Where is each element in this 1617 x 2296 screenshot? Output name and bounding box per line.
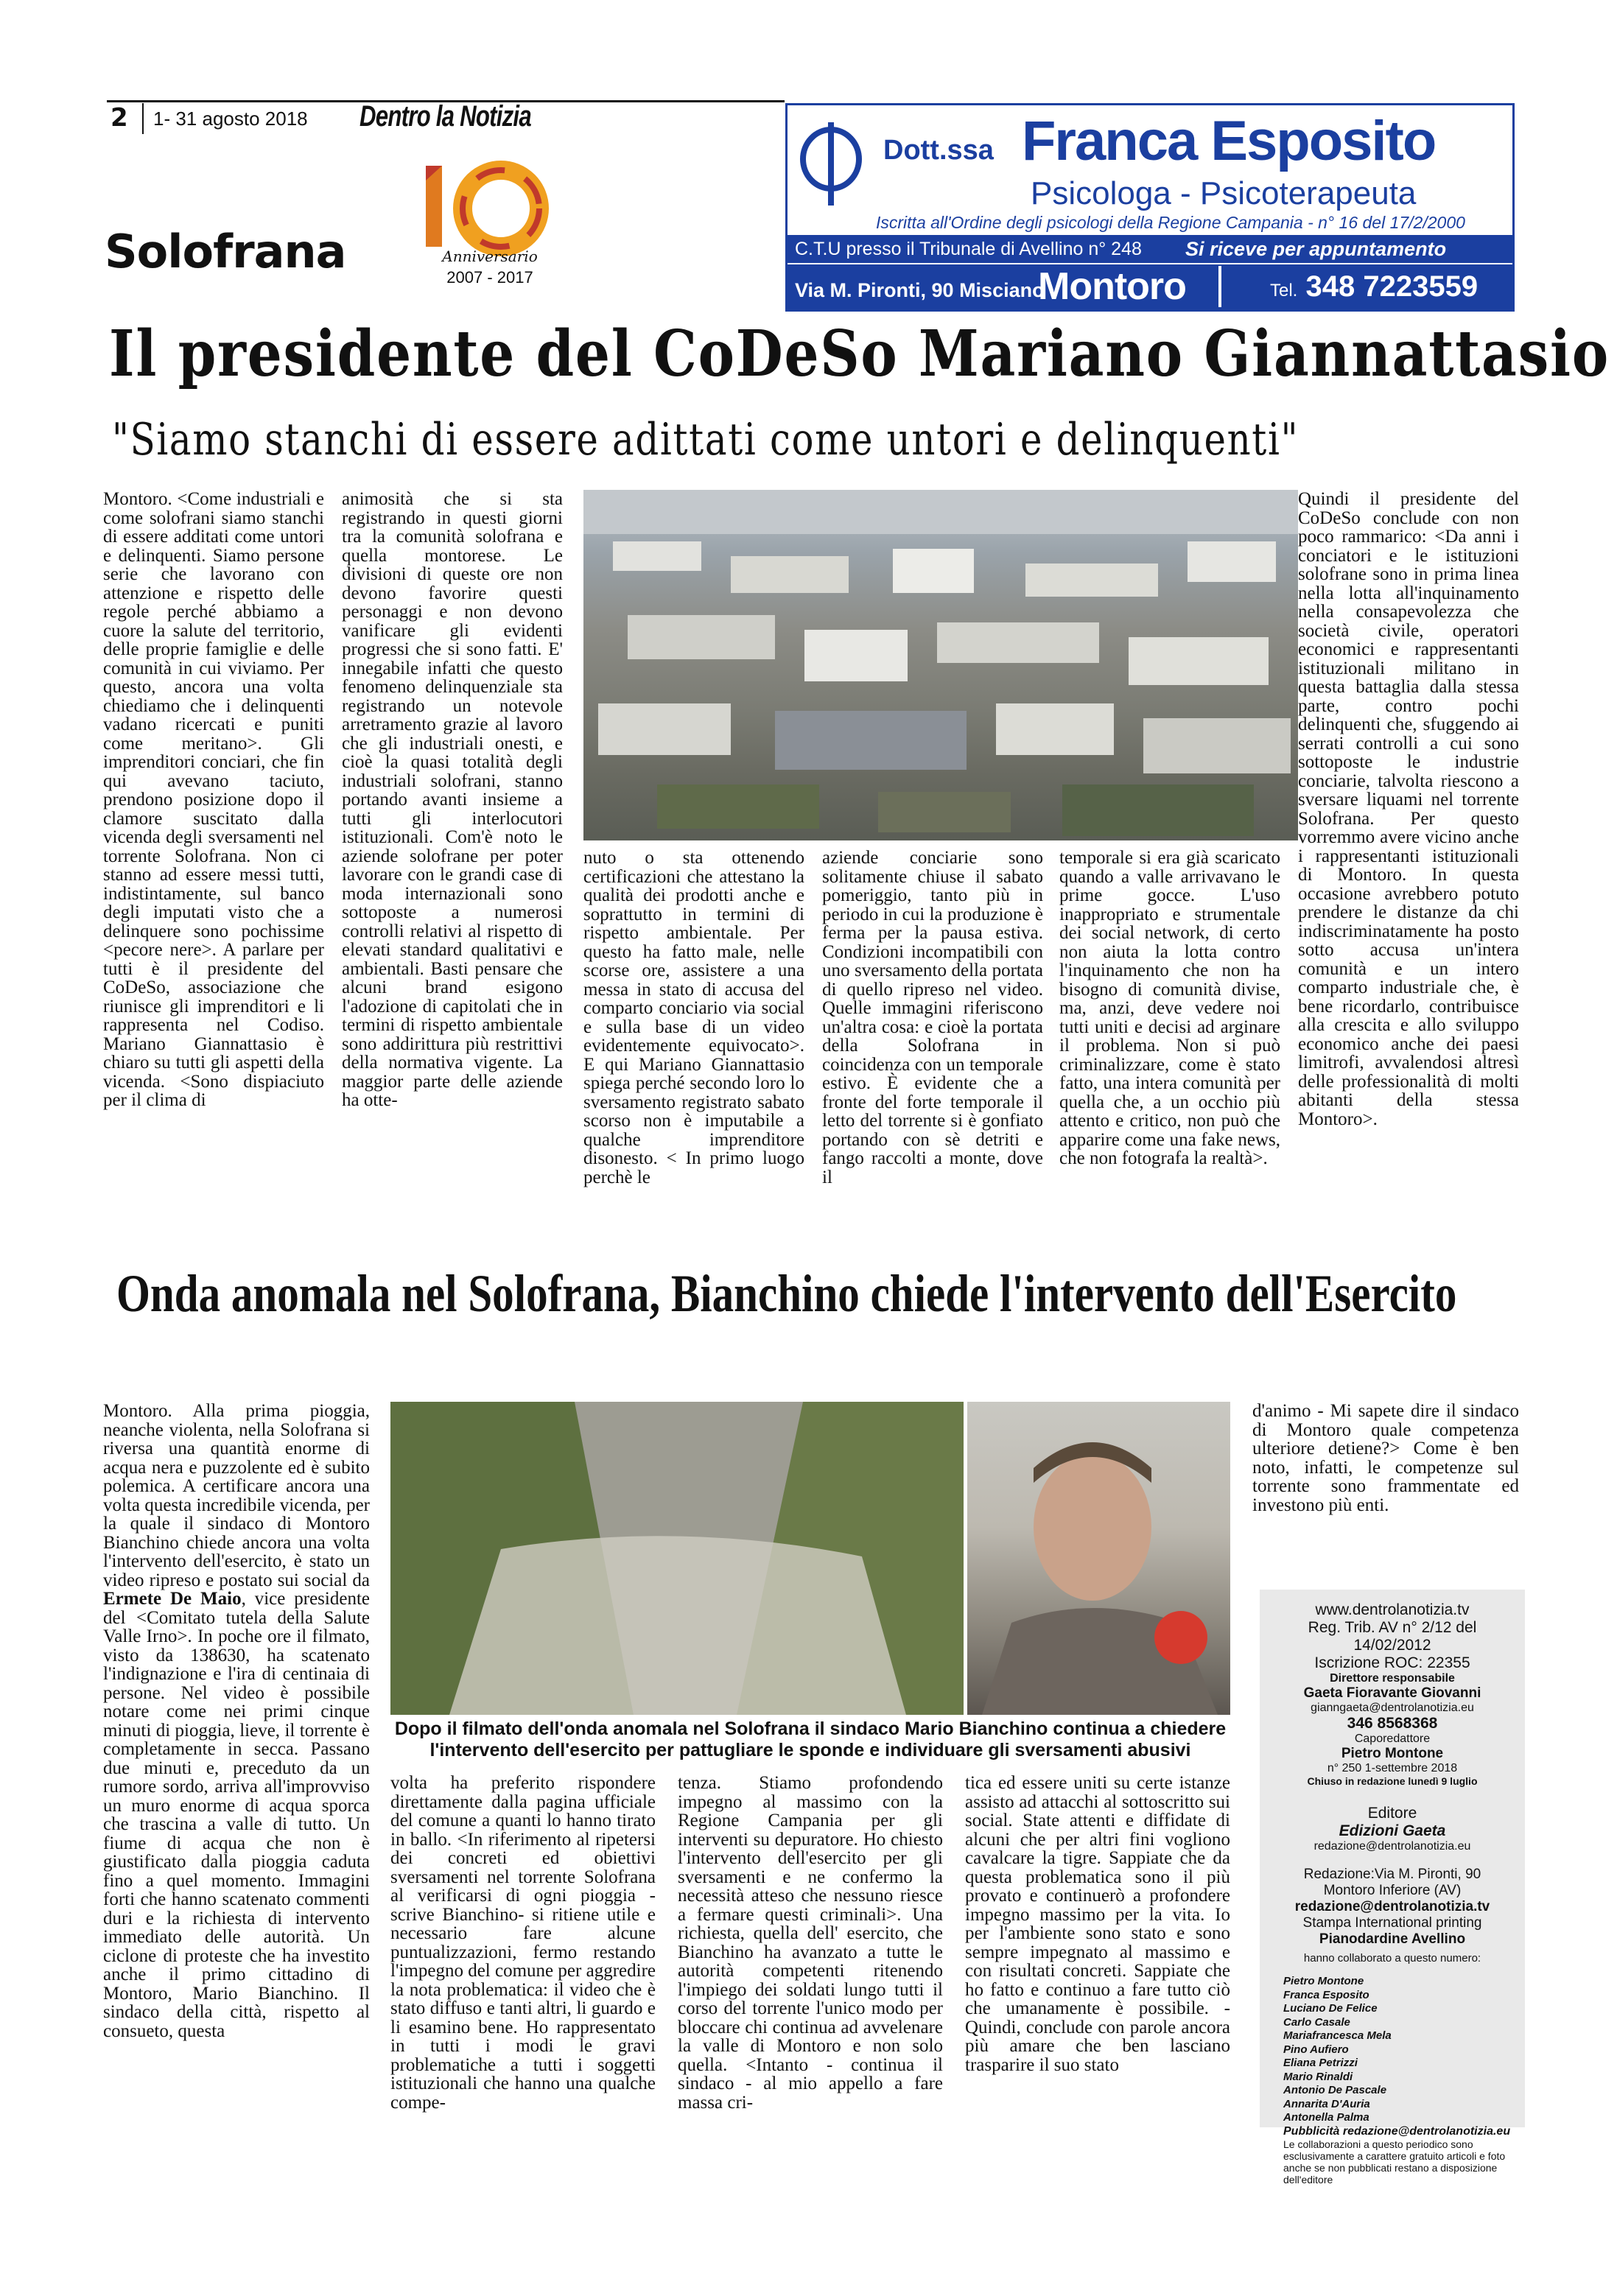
mayor-illustration bbox=[967, 1402, 1230, 1715]
article1-column-3: nuto o sta ottenendo certificazioni che attestano la qualità dei prodotti anche e soprattutto in termini di rispetto ambientale. Per questo ha fatto male, nelle scorse ore, assistere a una messa in stato di accusa del comparto conciario via social e sulla base di un video evidentemente equivocato>. E qui Mariano Giannattasio spiega perché secondo loro lo sversamento registrato sabato scorso non è imputabile a qualche imprenditore disonesto. < In primo luogo perchè le bbox=[583, 848, 804, 1187]
ad-phone-prefix: Tel. bbox=[1270, 281, 1298, 301]
masthead-director-label: Direttore responsabile bbox=[1330, 1672, 1455, 1685]
masthead-editor: Pietro Montone bbox=[1341, 1746, 1444, 1761]
anniversary-logo bbox=[420, 151, 553, 287]
psychologist-ad bbox=[785, 103, 1515, 312]
ermete-de-maio: Ermete De Maio bbox=[103, 1589, 242, 1609]
article1-column-5: temporale si era già scaricato quando a valle arrivavano le prime gocce. L'uso inappropriato e strumentale dei social network, di certo non aiuta la lotta contro l'inquinamento che non ha bisogno di comunità divise, ma, anzi, deve vedere noi tutti uniti e decisi ad arginare il problema. Non si può criminalizzare, come è stato fatto, una intera comunità per quella che, a un occhio più attento e critico, non può che apparire come una fake news, che non fotografa la realtà>. bbox=[1059, 848, 1280, 1168]
masthead-editor-label: Caporedattore bbox=[1354, 1732, 1431, 1745]
ad-phone bbox=[1270, 270, 1478, 303]
contributor: Mariafrancesca Mela bbox=[1283, 2029, 1392, 2042]
contributor: Carlo Casale bbox=[1283, 2015, 1350, 2029]
newspaper-brand: Dentro la Notizia bbox=[359, 100, 531, 133]
masthead-ads: Pubblicità redazione@dentrolanotizia.eu bbox=[1283, 2124, 1511, 2138]
masthead-director: Gaeta Fioravante Giovanni bbox=[1303, 1685, 1481, 1701]
ad-address: Via M. Pironti, 90 Misciano bbox=[795, 279, 1045, 301]
anniversary-years: 2007 - 2017 bbox=[446, 268, 533, 287]
masthead-office-2: Montoro Inferiore (AV) bbox=[1323, 1883, 1462, 1898]
ad-ctu: C.T.U presso il Tribunale di Avellino n° 248 bbox=[795, 239, 1142, 259]
article2-headline: Onda anomala nel Solofrana, Bianchino chiede l'intervento dell'Esercito bbox=[116, 1264, 1457, 1323]
article1-headline: Il presidente del CoDeSo Mariano Giannattasio bbox=[109, 317, 1610, 391]
masthead-contributors-label: hanno collaborato a questo numero: bbox=[1303, 1952, 1481, 1965]
industrial-area-illustration bbox=[583, 490, 1298, 840]
article2-column-2: volta ha preferito rispondere direttamente dalla pagina ufficiale del comune a quanti lo hanno tirato in ballo. <In riferimento al ripetersi dei concreti ed obiettivi sversamenti nel torrente Solofrana al verificarsi di ogni pioggia - scrive Bianchino- si ritiene utile e necessario fare alcune puntualizzazioni, fermo restando l'impegno del comune per aggredire la nota problematica: il video che è stato diffuso e tanti altri, li guardo e li esamino bene. Ho rappresentato in tutti i modi le gravi problematiche a tutti i soggetti istituzionali che hanno una qualche compe- bbox=[390, 1773, 656, 2113]
article2-column-4: tica ed essere uniti su certe istanze assisto ad attacchi al sottoscritto sui social. State attenti e diffidate di alcuni che per altri fini vogliono cavalcare la tigre. Sappiate che da questa problematica sono il più provato e continuerò a profondere impegno massimo per la vita. Io per l'ambiente sono stato e sono sempre impegnato al massimo e con risultati concreti. Sappiate che ho fatto e continuo a fare tutto ciò che umanamente è possibile. - Quindi, conclude con parole ancora più amare che ben lasciano trasparire il suo stato bbox=[965, 1773, 1230, 2075]
mayor-photo bbox=[967, 1402, 1230, 1715]
masthead-publisher-email: redazione@dentrolanotizia.eu bbox=[1313, 1840, 1471, 1853]
photo-caption: Dopo il filmato dell'onda anomala nel Solofrana il sindaco Mario Bianchino continua a chiedere l'intervento dell'esercito per pattugliare le sponde e individuare gli sversamenti abusivi bbox=[394, 1719, 1227, 1760]
article2-column-3: tenza. Stiamo profondendo impegno al massimo con la Regione Campania per gli interventi su depuratore. Ho chiesto l'intervento dell'esercito per gli sversamenti e ne confermo la necessità atteso che nessuno riesce a fermare questi criminali>. Una richiesta, quella dell' esercito, che Bianchino ha avanzato a tutte le autorità competenti ritenendo l'impiego dei soldati lungo tutti il corso del torrente l'unico modo per bloccare chi continua ad avvelenare la valle di Montoro e non solo quella. <Intanto - continua il sindaco - al mio appello a fare massa cri- bbox=[678, 1773, 943, 2113]
article1-column-4: aziende conciarie sono solitamente chiuse il sabato pomeriggio, tanto più in periodo in cui la produzione è ferma per la pausa estiva. Condizioni incompatibili con uno sversamento della portata di quello ripreso nel video. Quelle immagini riferiscono un'altra cosa: e cioè la portata della Solofrana in coincidenza con un temporale estivo. È evidente che a fronte del forte temporale il letto del torrente si è gonfiato portando con sè detriti e fango raccolti a monte, dove il bbox=[822, 848, 1043, 1187]
masthead-disclaimer: Le collaborazioni a questo periodico sono esclusivamente a carattere gratuito articoli e foto anche se non pubblicati restano a disposizione dell'editore bbox=[1283, 2138, 1506, 2186]
masthead-print: Pianodardine Avellino bbox=[1319, 1931, 1466, 1947]
ad-town: Montoro bbox=[1038, 265, 1186, 308]
masthead-print-label: Stampa International printing bbox=[1302, 1915, 1482, 1931]
contributor: Luciano De Felice bbox=[1283, 2002, 1378, 2015]
masthead-issue: n° 250 1-settembre 2018 bbox=[1327, 1762, 1458, 1774]
torrent-photo bbox=[390, 1402, 964, 1715]
contributor: Pietro Montone bbox=[1283, 1975, 1364, 1987]
masthead-registration: Reg. Trib. AV n° 2/12 del 14/02/2012 bbox=[1308, 1619, 1477, 1654]
masthead-closed: Chiuso in redazione lunedì 9 luglio bbox=[1307, 1775, 1478, 1787]
masthead-publisher: Edizioni Gaeta bbox=[1339, 1822, 1446, 1839]
contributor: Antonio De Pascale bbox=[1283, 2084, 1387, 2096]
article2-column-1: Montoro. Alla prima pioggia, neanche violenta, nella Solofrana si riversa una quantità enorme di acqua nera e puzzolente ed è subito polemica. A certificare ancora una volta questa incredibile vicenda, per la quale il sindaco di Montoro Bianchino chiede ancora una volta l'intervento dell'esercito, è stato un video ripreso e postato sui social da Ermete De Maio, vice presidente del <Comitato tutela della Salute Valle Irno>. In poche ore il filmato, visto da 138630, ha scatenato l'indignazione e l'ira di centinaia di persone. Nel video è possibile notare come nei primi cinque minuti di pioggia, lieve, il torrente è completamente in secca. Passano due minuti e, preceduto da un rumore sordo, arriva all'improvviso un muro enorme di acqua sporca che trascina a valle di tutto. Un fiume di acqua che non è giustificato dalla pioggia caduta fino a quel momento. Immagini forti che hanno scatenato commenti duri e la richiesta di intervento immediato delle autorità. Un ciclone di proteste che ha investito anche il primo cittadino di Montoro, Mario Bianchino. Il sindaco della città, rispetto al consueto, questa bbox=[103, 1401, 370, 2041]
contributor: Annarita D'Auria bbox=[1283, 2097, 1370, 2110]
article1-column-6: Quindi il presidente del CoDeSo conclude con non poco rammarico: <Da anni i conciatori e le istituzioni solofrane sono in prima linea nella lotta all'inquinamento nella consapevolezza che società civile, operatori economici e rappresentanti istituzionali militano in questa battaglia dalla stessa parte, contro pochi delinquenti che, sfuggendo ai serrati controlli a cui sono sottoposte le industrie conciarie, talvolta riescono a sversare liquami nel torrente Solofrana. Per questo vorremmo avere vicino anche i rappresentanti istituzionali di Montoro. In questa occasione avrebbero potuto prendere le distanze da chi indiscriminatamente ha posto sotto accusa un'intera comunità e un intero comparto industriale che, è bene ricordarlo, contribuisce alla crescita e allo sviluppo economico anche dei paesi limitrofi, avvalendosi altresì delle professionalità di molti abitanti della stessa Montoro>. bbox=[1298, 489, 1519, 1129]
ad-registration: Iscritta all'Ordine degli psicologi della Regione Campania - n° 16 del 17/2/2000 bbox=[876, 213, 1465, 232]
masthead-director-phone: 346 8568368 bbox=[1347, 1715, 1438, 1732]
ad-profession: Psicologa - Psicoterapeuta bbox=[1031, 175, 1417, 211]
contributor: Pino Aufiero bbox=[1283, 2043, 1349, 2056]
masthead-office-email: redazione@dentrolanotizia.tv bbox=[1294, 1899, 1490, 1914]
article1-column-2: animosità che si sta registrando in questi giorni tra la comunità solofrana e quella montorese. Le divisioni di queste ore non devono favorire questi personaggi e non devono vanificare gli evidenti progressi che si sono fatti. E' innegabile infatti che questo fenomeno delinquenziale sta registrando un notevole arretramento grazie al lavoro che gli industriali onesti, e cioè la quasi totalità degli industriali solofrani, stanno portando avanti insieme a tutti gli interlocutori istituzionali. Com'è noto le aziende solofrane per poter lavorare con le grandi case di moda internazionali sono sottoposte a numerosi controlli relativi al rispetto di elevati standard qualitativi e ambientali. Basti pensare che alcuni brand esigono l'adozione di capitolati che in termini di rispetto ambientale sono addirittura più restrittivi della normativa vigente. La maggior parte delle aziende ha otte- bbox=[342, 489, 563, 1110]
contributor: Eliana Petrizzi bbox=[1283, 2057, 1358, 2069]
ad-contact-bar bbox=[788, 235, 1512, 309]
contributor: Franca Esposito bbox=[1283, 1988, 1369, 2001]
contributor: Mario Rinaldi bbox=[1283, 2070, 1353, 2083]
masthead-publisher-label: Editore bbox=[1367, 1805, 1417, 1822]
ad-phone-number: 348 7223559 bbox=[1305, 270, 1479, 303]
ad-title-prefix: Dott.ssa bbox=[883, 135, 994, 166]
masthead-website: www.dentrolanotizia.tv bbox=[1315, 1601, 1470, 1618]
article1-subheadline: "Siamo stanchi di essere adittati come untori e delinquenti" bbox=[112, 414, 1299, 466]
section-title: Solofrana bbox=[105, 225, 346, 278]
torrent-illustration bbox=[390, 1402, 964, 1715]
masthead-director-email: gianngaeta@dentrolanotizia.eu bbox=[1311, 1702, 1474, 1714]
ad-appointment: Si riceve per appuntamento bbox=[1185, 238, 1447, 260]
issue-date: 1- 31 agosto 2018 bbox=[153, 108, 308, 130]
masthead-roc: Iscrizione ROC: 22355 bbox=[1314, 1654, 1470, 1671]
anniversary-word: Anniversario bbox=[442, 247, 538, 265]
header-separator bbox=[142, 103, 144, 134]
contributors-list bbox=[1260, 1975, 1525, 2186]
psi-logo-icon bbox=[798, 119, 864, 207]
masthead-box bbox=[1260, 1590, 1525, 2186]
contributor: Antonella Palma bbox=[1283, 2111, 1369, 2124]
industrial-area-photo bbox=[583, 490, 1298, 840]
article1-column-1: Montoro. <Come industriali e come solofrani siamo stanchi di essere additati come untori e delinquenti. Siamo persone serie che lavorano con attenzione e rispetto delle regole perché abbiamo a cuore la salute del territorio, delle proprie famiglie e delle comunità in cui viviamo. Per questo, ancora una volta chiediamo che i delinquenti vadano ricercati e puniti come meritano>. Gli imprenditori conciari, che fin qui avevano taciuto, prendono posizione dopo il clamore suscitato dalla vicenda degli sversamenti nel torrente Solofrana. Non ci stanno ad essere messi tutti, indistintamente, sul banco degli imputati visto che a delinquere sono pochissime <pecore nere>. A parlare per tutti è il presidente del CoDeSo, associazione che riunisce gli imprenditori e li rappresenta nel Codiso. Mariano Giannattasio è chiaro su tutti gli aspetti della vicenda. <Sono dispiaciuto per il clima di bbox=[103, 489, 324, 1110]
page-number: 2 bbox=[111, 103, 128, 133]
ad-name: Franca Esposito bbox=[1022, 110, 1436, 172]
article2-column-5: d'animo - Mi sapete dire il sindaco di Montoro quale competenza ulteriore detiene?> Come è ben noto, infatti, le competenze sul torrente sono frammentate ed investono più enti. bbox=[1252, 1401, 1519, 1515]
masthead-office-1: Redazione:Via M. Pironti, 90 bbox=[1303, 1867, 1481, 1882]
ad-vertical-divider bbox=[1218, 266, 1221, 307]
